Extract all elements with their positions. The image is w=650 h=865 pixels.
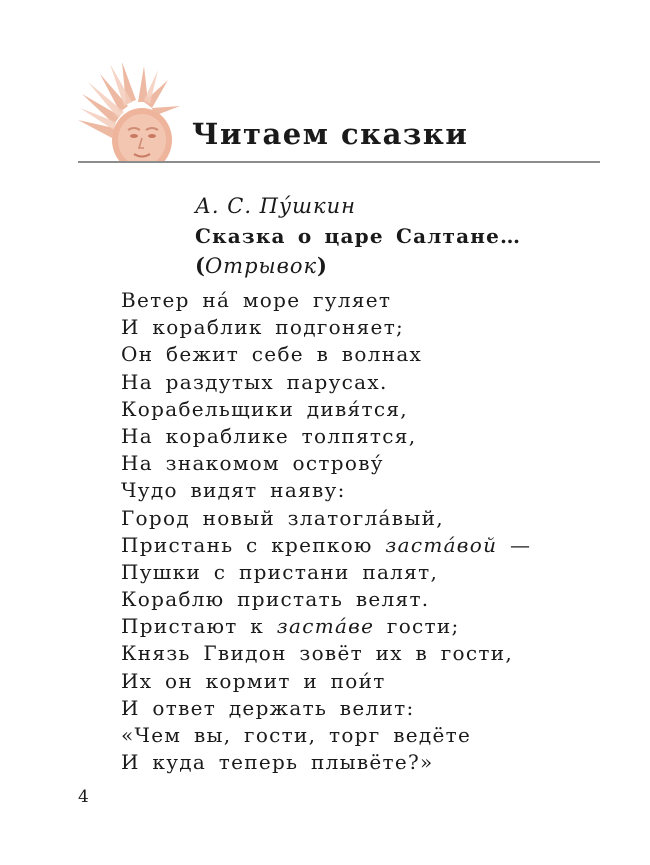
- poem-line-text: Корабельщики дивя́тся,: [121, 396, 408, 421]
- poem-line: [121, 668, 531, 695]
- poem-line-text: —: [497, 532, 532, 557]
- poem-line-text: Их он кормит и пои́т: [121, 668, 386, 693]
- poem-line: [121, 477, 531, 504]
- poem-line: [121, 532, 531, 559]
- poem-line-text: Кораблю пристать велят.: [121, 587, 430, 612]
- poem-line-text: Чудо видят наяву:: [121, 478, 346, 503]
- poem-line: [121, 369, 531, 396]
- poem-line-text: И ответ держать велит:: [121, 695, 415, 720]
- poem-line-text: И куда теперь плывёте?»: [121, 750, 434, 775]
- author-name: А. С. Пу́шкин: [195, 194, 356, 218]
- poem-line-text: Князь Гвидон зовёт их в гости,: [121, 641, 513, 666]
- poem-line: [121, 722, 531, 749]
- poem-line: [121, 613, 531, 640]
- poem-line: [121, 695, 531, 722]
- subtitle-text: Отрывок: [204, 254, 318, 278]
- poem-line: [121, 450, 531, 477]
- poem-line-text: гости;: [374, 614, 460, 639]
- poem-text: [121, 287, 531, 776]
- poem-line-text: Пристань с крепкою: [121, 532, 386, 557]
- poem-line: [121, 396, 531, 423]
- poem-line-text: Пристают к: [121, 614, 277, 639]
- poem-line: [121, 749, 531, 776]
- subtitle-open-paren: (: [195, 253, 205, 278]
- poem-line-text: «Чем вы, гости, торг ведёте: [121, 723, 472, 747]
- poem-line-text: И кораблик подгоняет;: [121, 315, 405, 340]
- poem-line-text: На раздутых парусах.: [121, 369, 388, 394]
- poem-line-text: На кораблике толпятся,: [121, 423, 417, 448]
- page-number: 4: [78, 787, 89, 807]
- poem-line: [121, 287, 531, 314]
- poem-line: [121, 423, 531, 450]
- poem-line-text: Город новый златогла́вый,: [121, 505, 444, 530]
- sun-icon: [78, 58, 182, 162]
- poem-line-text: Он бежит себе в волнах: [121, 342, 423, 367]
- poem-line: [121, 341, 531, 368]
- section-title: Читаем сказки: [192, 117, 469, 151]
- subtitle-close-paren: ): [317, 253, 327, 278]
- poem-line: [121, 640, 531, 667]
- header-divider: [78, 161, 600, 163]
- emphasized-word: заста́вой: [385, 532, 498, 557]
- emphasized-word: заста́ве: [276, 614, 375, 639]
- poem-line-text: Пушки с пристани палят,: [121, 559, 439, 584]
- poem-line: [121, 314, 531, 341]
- work-subtitle: [195, 253, 327, 278]
- poem-line: [121, 586, 531, 613]
- poem-line: [121, 559, 531, 586]
- work-title: Сказка о царе Салтане…: [195, 224, 522, 248]
- poem-line-text: На знакомом острову́: [121, 451, 384, 476]
- poem-line-text: Ветер на́ море гуляет: [121, 288, 392, 312]
- poem-line: [121, 505, 531, 532]
